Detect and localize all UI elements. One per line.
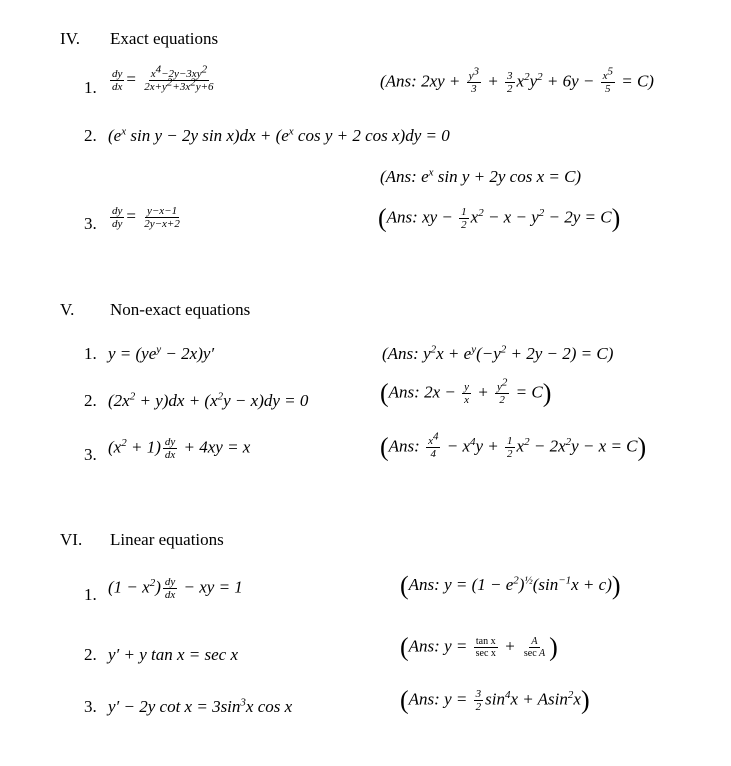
equation: $(1 - x^2)$ $\frac{dy}{dx}$ − xy = 1 (108, 576, 243, 602)
equation: y′ + y tan x = sec x (108, 645, 239, 664)
answer: (Ans: y = $\frac{\text{tan x}}{\text{sec x}}$ + $\frac{A}{\text{sec A}}$ ) (400, 632, 558, 662)
answer: (Ans: y = $\frac{3}{2}$ $\sin^4x + Asin^2x$) (400, 685, 590, 715)
equation: $\frac{dy}{dx}$ = $\frac{x^4-2y-3xy^2}{2x+y^2+3x^2y+6}$ (112, 63, 214, 94)
section-number: V. (60, 300, 75, 319)
answer: (Ans: $y = (1 - e^2)^{\frac{1}{2}}(\sin^{-1}x + c)$) (400, 571, 621, 601)
section-number: VI. (60, 530, 83, 549)
section-title: Exact equations (110, 29, 219, 48)
equation: $(x^2 + 1)$ $\frac{dy}{dx}$ + 4xy = x (108, 436, 251, 462)
equation: y′ − 2y $\cot x = 3\sin^3x$ cos x (108, 696, 293, 716)
problem-number: 1. (84, 344, 97, 363)
answer: (Ans: 2x − $\frac{y}{x}$ + $\frac{y^2}{2}$ = C) (380, 376, 552, 408)
problem-number: 2. (84, 391, 97, 410)
equation: ($e^x$ sin y − 2y $\sin x)dx + (e^x$ cos y + 2 cos x)dy = 0 (108, 125, 450, 145)
problem-number: 3. (84, 445, 97, 464)
equation: $y = (ye^y - 2x)y'$ (108, 343, 215, 363)
problem-number: 3. (84, 214, 97, 233)
problem-number: 1. (84, 585, 97, 604)
equation: $\frac{dy}{dy}$ = $\frac{y-x-1}{2y-x+2}$ (112, 205, 180, 231)
answer: (Ans: xy − $\frac{1}{2}$ $x^2 - x - y^2 - 2y = C$) (378, 203, 621, 233)
problem-number: 2. (84, 645, 97, 664)
problem-number: 3. (84, 697, 97, 716)
answer: (Ans: $e^x$ sin y + 2y cos x = C) (380, 166, 582, 186)
equation: $(2x^2 + y)dx + (x^2y - x)dy = 0$ (108, 390, 309, 410)
answer: (Ans: $y^2x + e^y(-y^2 + 2y - 2) = C$) (382, 343, 614, 363)
section-number: IV. (60, 29, 80, 48)
answer: (Ans: $\frac{x^4}{4}$ − $x^4y$ + $\frac{1}{2}$ $x^2 - 2x^2y - x = C$) (380, 430, 647, 462)
section-title: Linear equations (110, 530, 224, 549)
answer: (Ans: 2xy + $\frac{y^3}{3}$ + $\frac{3}{2}$ $x^2y^2 + 6y$ − $\frac{x^5}{5}$ = C) (380, 65, 654, 96)
problem-number: 1. (84, 78, 97, 97)
problem-number: 2. (84, 126, 97, 145)
section-title: Non-exact equations (110, 300, 251, 319)
